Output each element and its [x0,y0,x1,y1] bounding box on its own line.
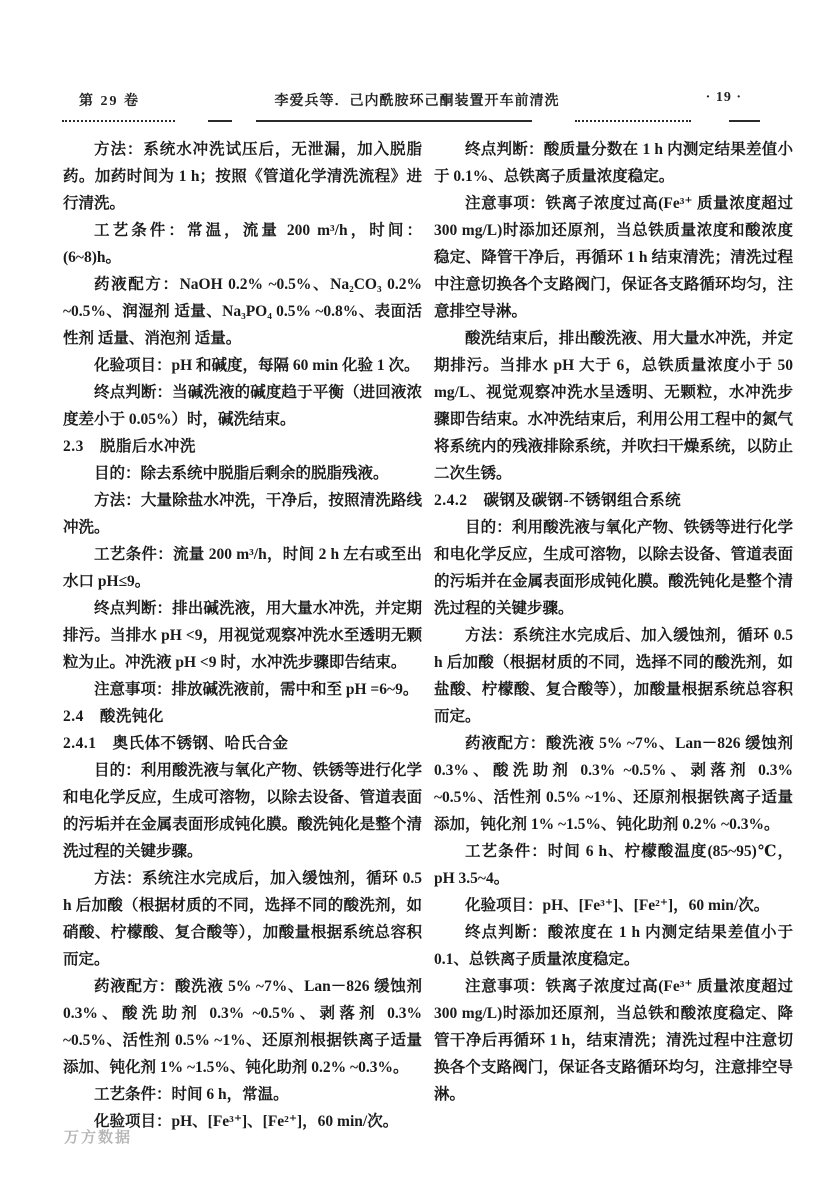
body-paragraph: 目的：利用酸洗液与氧化产物、铁锈等进行化学和电化学反应，生成可溶物，以除去设备、管道表面的污垢并在金属表面形成钝化膜。酸洗钝化是整个清洗过程的关键步骤。 [434,519,793,617]
header-rule-dash [208,120,232,122]
wanfang-watermark: 万方数据 [64,1130,133,1146]
body-paragraph: 注意事项：排放碱洗液前，需中和至 pH =6~9。 [94,681,419,698]
section-heading: 2.3 脱脂后水冲洗 [63,438,196,455]
body-paragraph: 终点判断：排出碱洗液，用大量水冲洗，并定期排污。当排水 pH <9，用视觉观察冲洗水至透明无颗粒为止。冲洗液 pH <9 时，水冲洗步骤即告结束。 [63,600,422,671]
running-title: 李爱兵等．己内酰胺环己酮装置开车前清洗 [274,94,560,109]
body-paragraph: 终点判断：酸浓度在 1 h 内测定结果差值小于 0.1、总铁离子质量浓度稳定。 [434,924,793,968]
body-paragraph: 酸洗结束后，排出酸洗液、用大量水冲洗，并定期排污。当排水 pH 大于 6，总铁质量浓度小于 50 mg/L、视觉观察冲洗水呈透明、无颗粒，水冲洗步骤即告结束。水冲洗结束后，利用公用工程中的氮气将系统内的残液排除系统，并吹扫干燥系统，以防止二次生锈。 [434,330,793,482]
body-paragraph: 化验项目：pH 和碱度，每隔 60 min 化验 1 次。 [94,357,420,374]
volume-label: 第 29 卷 [79,94,140,109]
body-paragraph: 目的：除去系统中脱脂后剩余的脱脂残液。 [94,465,389,482]
header-rule-dotted-left [62,120,175,122]
body-paragraph: 药液配方：酸洗液 5% ~7%、Lan－826 缓蚀剂 0.3%、酸洗助剂 0.3% ~0.5%、剥落剂 0.3% ~0.5%、活性剂 0.5% ~1%、还原剂根据铁离子适量添加、钝化剂 1% ~1.5%、钝化助剂 0.2% ~0.3%。 [63,978,422,1076]
body-paragraph: 药液配方：NaOH 0.2% ~0.5%、Na₂CO₃ 0.2% ~0.5%、润湿剂 适量、Na₃PO₄ 0.5% ~0.8%、表面活性剂 适量、消泡剂 适量。 [63,276,422,347]
body-paragraph: 工艺条件：时间 6 h、柠檬酸温度(85~95)℃，pH 3.5~4。 [434,843,793,887]
body-paragraph: 方法：大量除盐水冲洗，干净后，按照清洗路线冲洗。 [63,492,422,536]
body-paragraph: 工艺条件：流量 200 m³/h，时间 2 h 左右或至出水口 pH≤9。 [63,546,422,590]
header-rule-dotted-right [575,120,691,122]
body-paragraph: 注意事项：铁离子浓度过高(Fe³⁺ 质量浓度超过 300 mg/L)时添加还原剂，当总铁质量浓度和酸浓度稳定、降管干净后，再循环 1 h 结束清洗；清洗过程中注意切换各个支路阀门，保证各支路循环均匀，注意排空导淋。 [434,195,793,320]
header-rule-solid-right [729,120,760,122]
body-paragraph: 终点判断：当碱洗液的碱度趋于平衡（进回液浓度差小于 0.05%）时，碱洗结束。 [63,384,422,428]
right-column [434,136,793,1135]
body-paragraph: 方法：系统注水完成后，加入缓蚀剂，循环 0.5 h 后加酸（根据材质的不同，选择不同的酸洗剂，如硝酸、柠檬酸、复合酸等），加酸量根据系统总容积而定。 [63,870,422,968]
running-head [0,88,834,112]
body-paragraph: 注意事项：铁离子浓度过高(Fe³⁺ 质量浓度超过 300 mg/L)时添加还原剂，当总铁和酸浓度稳定、降管干净后再循环 1 h，结束清洗；清洗过程中注意切换各个支路阀门，保证各支路循环均匀，注意排空导淋。 [434,978,793,1103]
body-paragraph: 工艺条件：时间 6 h，常温。 [94,1086,289,1103]
body-paragraph: 化验项目：pH、[Fe³⁺]、[Fe²⁺]，60 min/次。 [465,897,770,914]
section-heading: 2.4.2 碳钢及碳钢-不锈钢组合系统 [434,492,682,509]
body-paragraph: 化验项目：pH、[Fe³⁺]、[Fe²⁺]，60 min/次。 [94,1113,399,1130]
body-paragraph: 工艺条件：常温，流量 200 m³/h，时间：(6~8)h。 [63,222,422,266]
body-paragraph: 方法：系统水冲洗试压后，无泄漏，加入脱脂药。加药时间为 1 h；按照《管道化学清洗流程》进行清洗。 [63,141,422,212]
two-column-body [63,136,793,1135]
section-heading: 2.4 酸洗钝化 [63,708,164,725]
left-column [63,136,422,1135]
body-paragraph: 方法：系统注水完成后、加入缓蚀剂，循环 0.5 h 后加酸（根据材质的不同，选择不同的酸洗剂，如盐酸、柠檬酸、复合酸等），加酸量根据系统总容积而定。 [434,627,793,725]
section-heading: 2.4.1 奥氏体不锈钢、哈氏合金 [63,735,289,752]
body-paragraph: 目的：利用酸洗液与氧化产物、铁锈等进行化学和电化学反应，生成可溶物，以除去设备、管道表面的污垢并在金属表面形成钝化膜。酸洗钝化是整个清洗过程的关键步骤。 [63,762,422,860]
page-number: · 19 · [705,90,742,105]
body-paragraph: 终点判断：酸质量分数在 1 h 内测定结果差值小于 0.1%、总铁离子质量浓度稳定。 [434,141,793,185]
header-rule-solid-center [256,120,532,122]
body-paragraph: 药液配方：酸洗液 5% ~7%、Lan－826 缓蚀剂 0.3%、酸洗助剂 0.3% ~0.5%、剥落剂 0.3% ~0.5%、活性剂 0.5% ~1%、还原剂根据铁离子适量添加，钝化剂 1% ~1.5%、钝化助剂 0.2% ~0.3%。 [434,735,793,833]
